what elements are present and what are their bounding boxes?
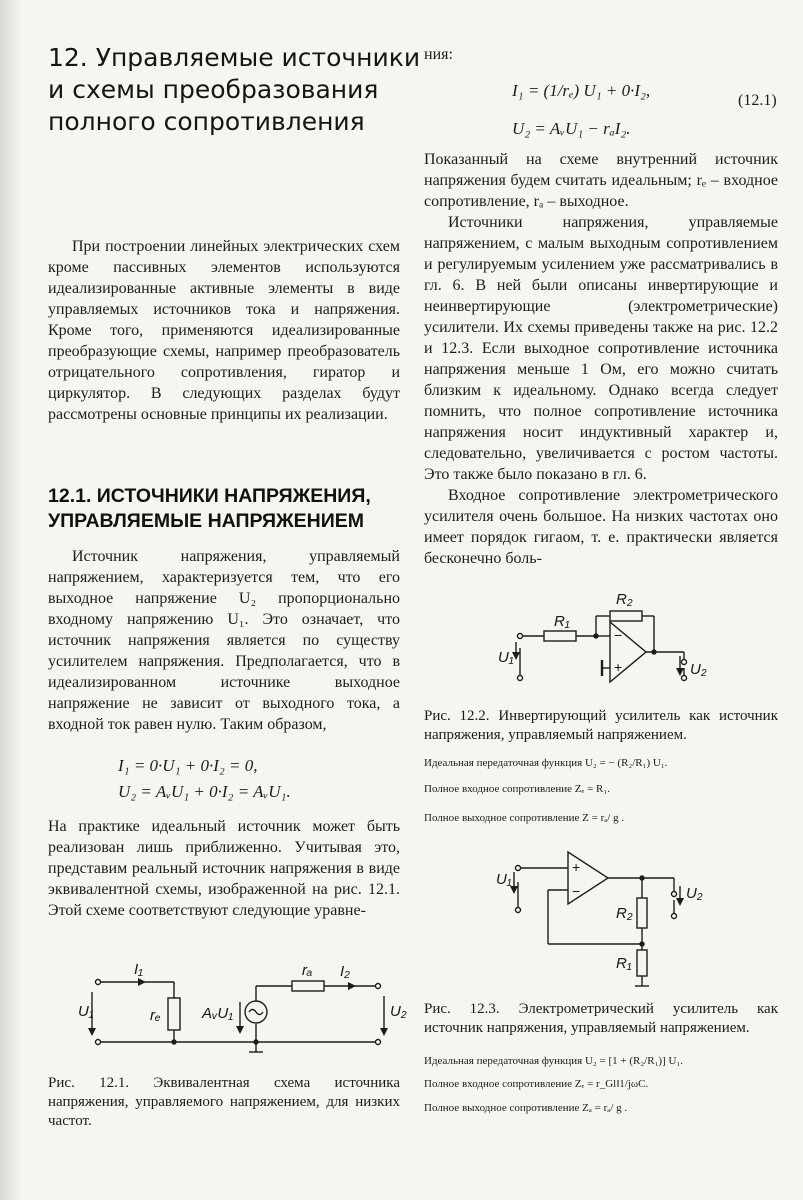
fig121-label-i1: I₁ <box>134 961 143 978</box>
fig123-note-input-impedance: Полное входное сопротивление Zₑ = r_Gl‖1/jωC. <box>424 1078 649 1090</box>
equation-12-1-a: I₁ = (1/rₑ) U₁ + 0·I₂, <box>512 81 651 100</box>
figure-12-2-circuit <box>496 588 716 696</box>
fig122-note-transfer: Идеальная передаточная функция U₂ = − (R₂/R₁) U₁. <box>424 757 668 769</box>
fig121-label-i2: I₂ <box>340 963 350 980</box>
ideal-source-equations <box>118 753 291 805</box>
system-equations <box>512 72 650 148</box>
chapter-title-line: 12. Управляемые источники <box>48 43 421 72</box>
fig121-label-source: AᵥU₁ <box>202 1005 233 1022</box>
fig123-label-u1: U₁ <box>496 871 512 888</box>
fig122-plus-sign: + <box>614 659 623 675</box>
page-shadow-edge <box>0 0 22 1200</box>
section-paragraph-2-block <box>48 816 400 921</box>
fig122-label-u1: U₁ <box>498 649 514 666</box>
fig123-label-r2: R₂ <box>616 905 633 922</box>
continuation-text: ния: <box>424 46 453 63</box>
fig122-label-r2: R₂ <box>616 591 633 608</box>
fig121-label-ra: rₐ <box>302 962 313 979</box>
fig122-label-r1: R₁ <box>554 613 570 630</box>
fig122-note-input-impedance: Полное входное сопротивление Zₑ = R₁. <box>424 783 610 795</box>
equation-u2: U₂ = AᵥU₁ + 0·I₂ = AᵥU₁. <box>118 782 291 801</box>
equation-12-1-b: U₂ = AᵥU₁ − rₐI₂. <box>512 119 631 138</box>
fig122-minus-sign: − <box>614 627 623 643</box>
right-paragraph-3: Входное сопротивление электрометрического усилителя очень большое. На низких частотах оно имеет порядок гигаом, т. е. практически является бесконечно боль- <box>424 487 778 567</box>
equation-i1: I₁ = 0·U₁ + 0·I₂ = 0, <box>118 756 258 775</box>
section-paragraph-1-block <box>48 546 400 735</box>
fig123-plus-sign: + <box>572 859 581 875</box>
fig123-label-u2: U₂ <box>686 885 703 902</box>
fig122-note-output-impedance: Полное выходное сопротивление Z = rₐ/ g . <box>424 812 625 824</box>
fig122-label-u2: U₂ <box>690 661 707 678</box>
fig121-label-u2: U₂ <box>390 1003 407 1020</box>
right-paragraph-2: Источники напряжения, управляемые напряжением, с малым выходным сопротивлением и регулируемым усилением уже рассматривались в гл. 6. В ней были описаны инвертирующие и неинвертирующие (электрометрические) усилители. Их схемы приведены также на рис. 12.2 и 12.3. Если выходное сопротивление источника напряжения меньше 1 Ом, его можно считать близким к идеальному. Однако всегда следует помнить, что полное сопротивление источника напряжения носит индуктивный характер и, следовательно, увеличивается с ростом частоты. Это также было показано в гл. 6. <box>424 214 778 483</box>
equation-number: (12.1) <box>738 92 777 109</box>
figure-12-1-caption: Рис. 12.1. Эквивалентная схема источника напряжения, управляемого напряжением, для низких частот. <box>48 1075 400 1129</box>
figure-12-2-caption: Рис. 12.2. Инвертирующий усилитель как источник напряжения, управляемый напряжением. <box>424 708 778 743</box>
fig121-label-re: rₑ <box>150 1007 161 1024</box>
figure-12-3-circuit <box>496 842 716 992</box>
section-title-line: УПРАВЛЯЕМЫЕ НАПРЯЖЕНИЕМ <box>48 510 365 532</box>
fig123-note-output-impedance: Полное выходное сопротивление Zₐ = rₐ/ g . <box>424 1102 628 1114</box>
fig123-note-transfer: Идеальная передаточная функция U₂ = [1 + (R₂/R₁)] U₁. <box>424 1055 683 1067</box>
chapter-title-line: и схемы преобразования <box>48 75 379 104</box>
figure-12-3-caption: Рис. 12.3. Электрометрический усилитель как источник напряжения, управляемый напряжением. <box>424 1001 778 1036</box>
section-paragraph-2: На практике идеальный источник может быть реализован лишь приближенно. Учитывая это, представим реальный источник напряжения в виде эквивалентной схемы, изображенной на рис. 12.1. Этой схеме соответствуют следующие уравне- <box>48 818 400 919</box>
chapter-title-line: полного сопротивления <box>48 107 365 136</box>
section-paragraph-1: Источник напряжения, управляемый напряжением, характеризуется тем, что его выходное напряжение U₂ пропорционально входному напряжению U₁. Это означает, что источник напряжения является по существу усилителем напряжения. Предполагается, что в идеализированном источнике выходное напряжение не зависит от выходного тока, а входной ток равен нулю. Таким образом, <box>48 548 400 733</box>
right-column-text <box>424 149 778 569</box>
right-paragraph-1: Показанный на схеме внутренний источник напряжения будем считать идеальным; rₑ – входное сопротивление, rₐ – выходное. <box>424 151 778 210</box>
intro-paragraph: При построении линейных электрических схем кроме пассивных элементов используются идеализированные активные элементы в виде управляемых источников тока и напряжения. Кроме того, применяются идеализированные преобразующие схемы, например преобразователь отрицательного сопротивления, гиратор и циркулятор. В следующих разделах будут рассмотрены основные принципы их реализации. <box>48 238 400 423</box>
intro-column <box>48 236 400 425</box>
section-title <box>48 484 408 534</box>
section-title-line: 12.1. ИСТОЧНИКИ НАПРЯЖЕНИЯ, <box>48 485 371 507</box>
chapter-title <box>48 42 428 138</box>
fig123-label-r1: R₁ <box>616 955 632 972</box>
fig121-label-u1: U₁ <box>78 1003 94 1020</box>
fig123-minus-sign: − <box>572 883 581 899</box>
figure-12-1-circuit <box>78 960 408 1060</box>
